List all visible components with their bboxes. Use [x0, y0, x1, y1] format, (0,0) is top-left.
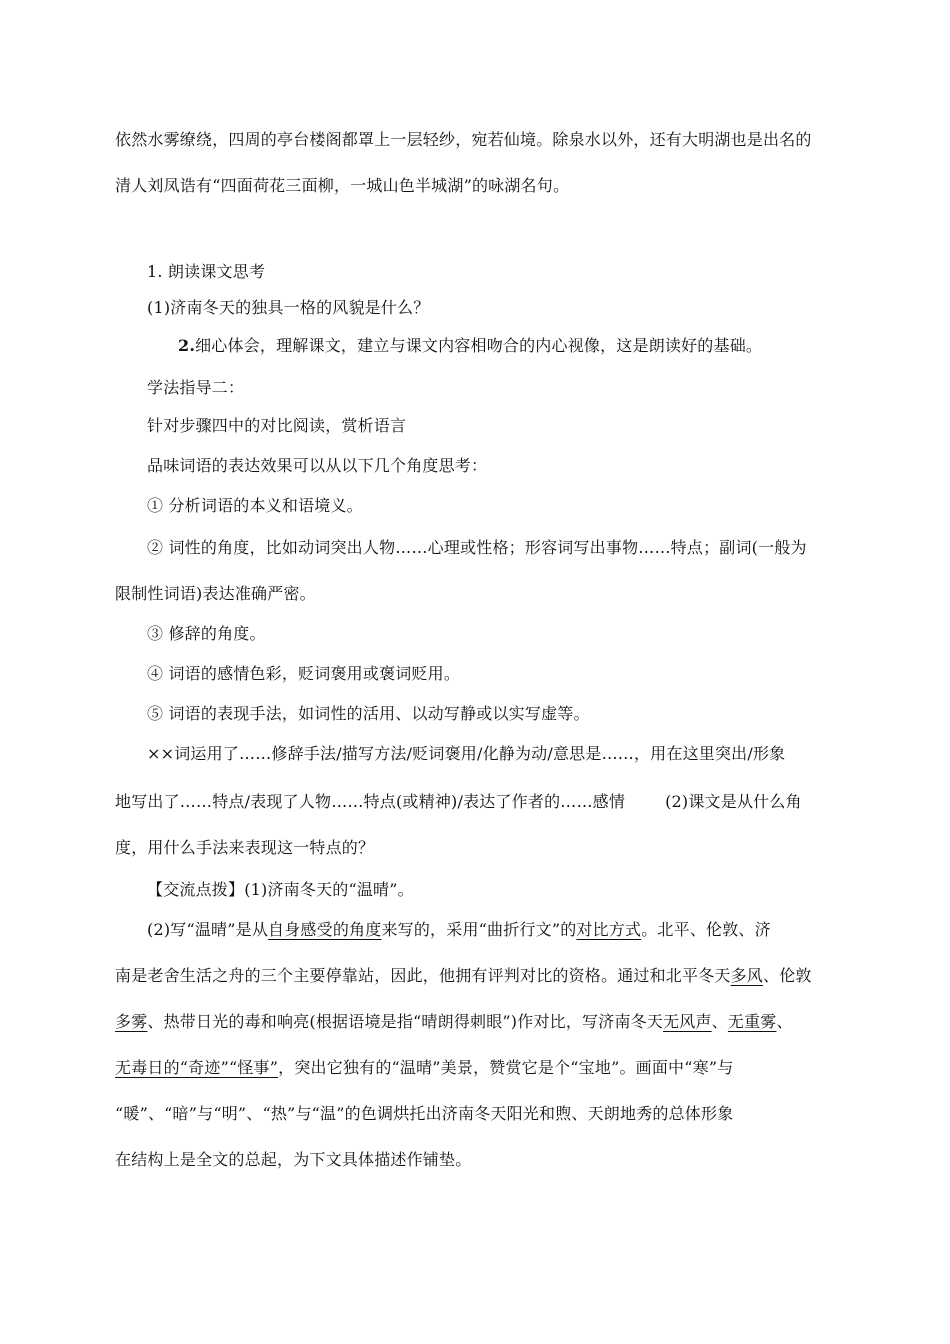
underlined-phrase: 对比方式 [576, 920, 642, 939]
answer-text: 、 [776, 1012, 793, 1031]
intro-line-2: 清人刘凤诰有“四面荷花三面柳，一城山色半城湖”的咏湖名句。 [115, 176, 570, 195]
question-2-start: (2)课文是从什么角 [665, 792, 802, 811]
template-line-1: ××词运用了……修辞手法/描写方法/贬词褒用/化静为动/意思是……，用在这里突出/形象 [147, 744, 786, 763]
item-2-text: 细心体会，理解课文，建立与课文内容相吻合的内心视像，这是朗读好的基础。 [195, 336, 763, 355]
guide-focus: 针对步骤四中的对比阅读，赏析语言 [147, 416, 407, 435]
point-2-line-1: ② 词性的角度，比如动词突出人物……心理或性格；形容词写出事物……特点；副词(一般为 [147, 538, 807, 557]
point-2-line-2: 限制性词语)表达准确严密。 [115, 584, 316, 603]
answer-1-text: (1)济南冬天的“温晴”。 [244, 880, 414, 899]
point-5: ⑤ 词语的表现手法，如词性的活用、以动写静或以实写虚等。 [147, 704, 590, 723]
answer-text: 、伦敦 [763, 966, 812, 985]
section-title: 1. 朗读课文思考 [147, 262, 266, 281]
item-2 [178, 336, 762, 356]
underlined-phrase: 多雾 [115, 1012, 148, 1031]
answer-2-line-2 [115, 966, 812, 986]
answer-2-line-3 [115, 1012, 793, 1032]
point-4: ④ 词语的感情色彩，贬词褒用或褒词贬用。 [147, 664, 461, 683]
underlined-phrase: 多风 [730, 966, 764, 985]
underlined-phrase: 无风声 [663, 1012, 712, 1031]
intro-line-1: 依然水雾缭绕，四周的亭台楼阁都罩上一层轻纱，宛若仙境。除泉水以外，还有大明湖也是出名的 [115, 130, 812, 149]
template-line-2-text: 地写出了……特点/表现了人物……特点(或精神)/表达了作者的……感情 [115, 792, 626, 811]
answer-text: ，突出它独有的“温晴”美景，赞赏它是个“宝地”。画面中“寒”与 [278, 1058, 734, 1077]
answer-2-line-6: 在结构上是全文的总起，为下文具体描述作铺垫。 [115, 1150, 472, 1169]
item-2-number: 2. [178, 336, 196, 355]
answer-text: 。北平、伦敦、济 [641, 920, 771, 939]
question-2-end: 度，用什么手法来表现这一特点的？ [115, 838, 375, 857]
question-1: (1)济南冬天的独具一格的风貌是什么？ [147, 298, 430, 317]
underlined-phrase: 无重雾 [727, 1012, 777, 1031]
answer-2-line-1 [147, 920, 771, 940]
point-1: ① 分析词语的本义和语境义。 [147, 496, 363, 515]
answer-1 [147, 880, 414, 900]
answer-text: 来写的，采用“曲折行文”的 [381, 920, 577, 939]
answer-text: 南是老舍生活之舟的三个主要停靠站，因此，他拥有评判对比的资格。通过和北平冬天 [115, 966, 731, 985]
underlined-phrase: 自身感受的角度 [268, 920, 382, 939]
answer-2-line-4 [115, 1058, 733, 1078]
point-3: ③ 修辞的角度。 [147, 624, 266, 643]
answer-text: (2)写“温晴”是从 [147, 920, 269, 939]
guide-intro: 品味词语的表达效果可以从以下几个角度思考： [147, 456, 488, 475]
answer-text: 、热带日光的毒和响亮(根据语境是指“晴朗得刺眼”)作对比，写济南冬天 [147, 1012, 664, 1031]
answer-label: 【交流点拨】 [147, 880, 245, 899]
template-line-2 [115, 792, 802, 812]
guide-title: 学法指导二： [147, 378, 245, 397]
answer-2-line-5: “暖”、“暗”与“明”、“热”与“温”的色调烘托出济南冬天阳光和煦、天朗地秀的总体形象 [115, 1104, 734, 1123]
underlined-phrase: 无毒日的“奇迹”“怪事” [115, 1058, 279, 1077]
answer-text: 、 [711, 1012, 728, 1031]
